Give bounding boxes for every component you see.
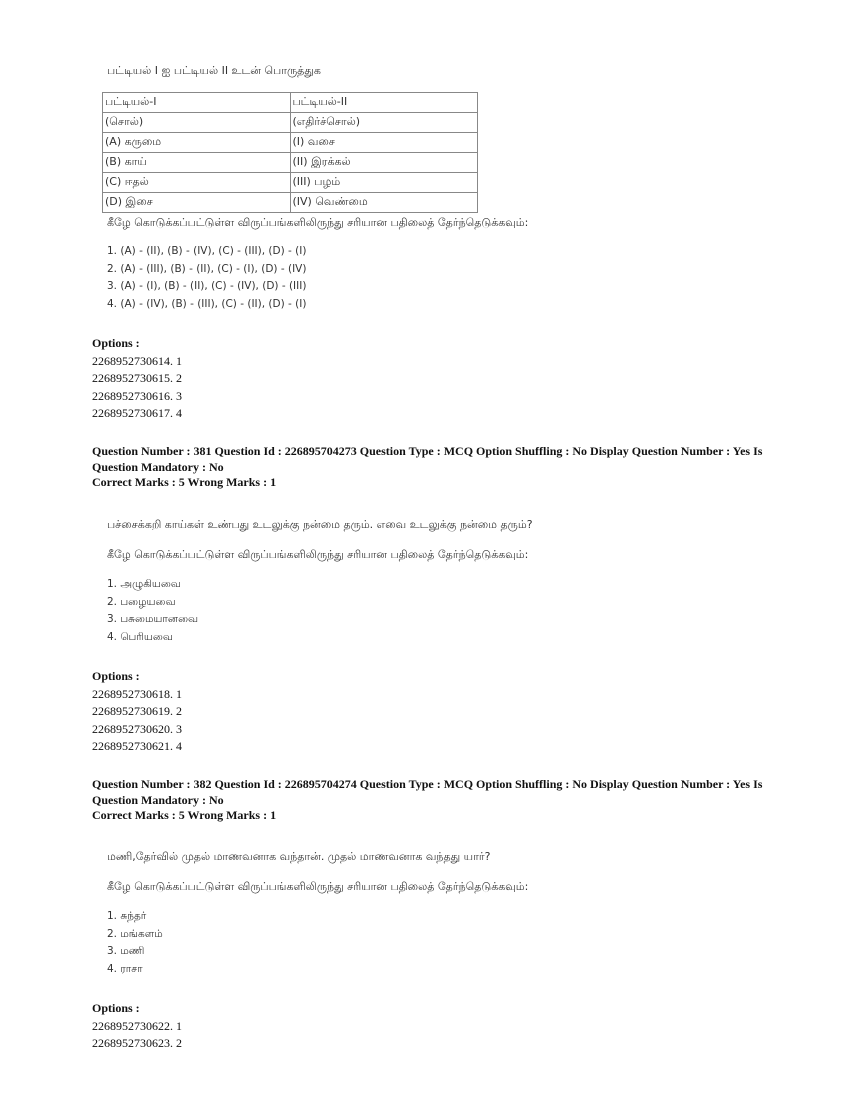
options-block	[92, 668, 182, 756]
question-text: மணி,தேர்வில் முதல் மாணவனாக வந்தான். முதல் மாணவனாக வந்தது யார்?	[107, 850, 491, 863]
table-cell: (I) வசை	[290, 133, 478, 153]
answer-choices	[107, 243, 306, 313]
table-cell: (III) பழம்	[290, 173, 478, 193]
option-id: 2268952730614. 1	[92, 353, 182, 368]
answer-choices	[107, 908, 163, 978]
list-item: 4. (A) - (IV), (B) - (III), (C) - (II), (D) - (I)	[107, 297, 307, 310]
option-id: 2268952730618. 1	[92, 686, 182, 701]
table-cell: (A) கருமை	[103, 133, 291, 153]
instruction-text: கீழே கொடுக்கப்பட்டுள்ள விருப்பங்களிலிருந்து சரியான பதிலைத் தேர்ந்தெடுக்கவும்:	[107, 548, 529, 561]
question-meta: Question Number : 381 Question Id : 226895704273 Question Type : MCQ Option Shuffling : No Display Question Number : Yes Is	[92, 444, 763, 458]
option-id: 2268952730620. 3	[92, 721, 182, 736]
list-item: 1. (A) - (II), (B) - (IV), (C) - (III), (D) - (I)	[107, 245, 307, 257]
option-id: 2268952730615. 2	[92, 371, 182, 385]
table-row	[103, 173, 478, 193]
table-cell: (D) இசை	[103, 193, 291, 213]
list-item: 3. பசுமையானவை	[107, 613, 199, 625]
question-text: பச்சைக்கறி காய்கள் உண்பது உடலுக்கு நன்மை தரும். எவை உடலுக்கு நன்மை தரும்?	[107, 518, 533, 531]
list-item: 3. (A) - (I), (B) - (II), (C) - (IV), (D) - (III)	[107, 280, 307, 292]
options-label: Options :	[92, 336, 140, 350]
table-cell: (B) காய்	[103, 153, 291, 173]
table-row	[103, 93, 478, 113]
options-block	[92, 335, 182, 423]
list-item: 4. ராசா	[107, 962, 143, 975]
option-id: 2268952730617. 4	[92, 406, 182, 420]
question-marks: Correct Marks : 5 Wrong Marks : 1	[92, 808, 277, 822]
instruction-text: கீழே கொடுக்கப்பட்டுள்ள விருப்பங்களிலிருந்து சரியான பதிலைத் தேர்ந்தெடுக்கவும்:	[107, 880, 529, 893]
list-item: 3. மணி	[107, 945, 145, 957]
option-id: 2268952730621. 4	[92, 739, 182, 753]
list-item: 2. (A) - (III), (B) - (II), (C) - (I), (D) - (IV)	[107, 262, 307, 275]
list-item: 1. அழுகியவை	[107, 578, 181, 590]
list-item: 2. பழையவை	[107, 595, 176, 608]
question-meta: Question Mandatory : No	[92, 792, 224, 807]
option-id: 2268952730619. 2	[92, 704, 182, 718]
question-header-381	[92, 444, 762, 491]
list-item: 1. சுந்தர்	[107, 910, 147, 922]
options-label: Options :	[92, 1001, 140, 1015]
options-label: Options :	[92, 669, 140, 683]
question-meta: Question Number : 382 Question Id : 226895704274 Question Type : MCQ Option Shuffling : No Display Question Number : Yes Is	[92, 777, 763, 791]
instruction-text: கீழே கொடுக்கப்பட்டுள்ள விருப்பங்களிலிருந்து சரியான பதிலைத் தேர்ந்தெடுக்கவும்:	[107, 216, 529, 229]
table-cell: (C) ஈதல்	[103, 173, 291, 193]
table-cell: (II) இரக்கல்	[290, 153, 478, 173]
table-cell: பட்டியல்-I	[103, 93, 291, 113]
option-id: 2268952730623. 2	[92, 1036, 182, 1050]
question-header-382	[92, 777, 762, 824]
table-cell: பட்டியல்-II	[290, 93, 478, 113]
match-intro: பட்டியல் I ஐ பட்டியல் II உடன் பொருத்துக	[107, 64, 321, 77]
match-table	[102, 92, 478, 213]
answer-choices	[107, 576, 198, 646]
table-row	[103, 113, 478, 133]
table-row	[103, 153, 478, 173]
option-id: 2268952730622. 1	[92, 1018, 182, 1033]
table-cell: (சொல்)	[103, 113, 291, 133]
table-row	[103, 193, 478, 213]
table-row	[103, 133, 478, 153]
table-cell: (IV) வெண்மை	[290, 193, 478, 213]
list-item: 2. மங்களம்	[107, 927, 163, 940]
table-cell: (எதிர்ச்சொல்)	[290, 113, 478, 133]
question-marks: Correct Marks : 5 Wrong Marks : 1	[92, 475, 277, 489]
options-block	[92, 1000, 182, 1053]
question-meta: Question Mandatory : No	[92, 459, 224, 474]
option-id: 2268952730616. 3	[92, 388, 182, 403]
list-item: 4. பெரியவை	[107, 630, 173, 643]
